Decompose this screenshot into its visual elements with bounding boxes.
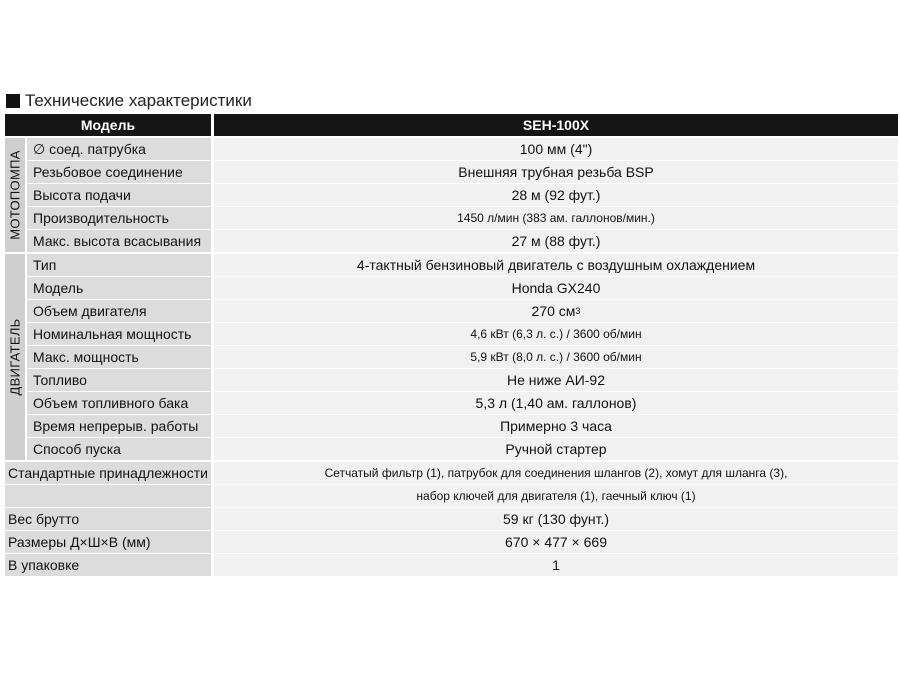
row-value (214, 300, 898, 322)
row-value: Ручной стартер (214, 438, 898, 460)
displacement-value: 270 см (531, 303, 576, 319)
group-label-pump (5, 138, 25, 252)
row-label: Производительность (27, 207, 211, 229)
accessories-label: Стандартные принадлежности (5, 462, 211, 484)
row-label: Вес брутто (5, 508, 211, 530)
row-value: Не ниже АИ-92 (214, 369, 898, 391)
row-value: 28 м (92 фут.) (214, 184, 898, 206)
row-label: Объем топливного бака (27, 392, 211, 414)
row-value: Примерно 3 часа (214, 415, 898, 437)
row-label: Размеры Д×Ш×В (мм) (5, 531, 211, 553)
section-title (6, 90, 252, 112)
accessories-line-2: набор ключей для двигателя (1), гаечный ключ (1) (214, 485, 898, 507)
displacement-superscript: 3 (575, 306, 581, 316)
row-value: 1450 л/мин (383 ам. галлонов/мин.) (214, 207, 898, 229)
row-value: 5,3 л (1,40 ам. галлонов) (214, 392, 898, 414)
row-label: В упаковке (5, 554, 211, 576)
row-label: Модель (27, 277, 211, 299)
row-label: Резьбовое соединение (27, 161, 211, 183)
row-label: Макс. высота всасывания (27, 230, 211, 252)
row-label: Время непрерыв. работы (27, 415, 211, 437)
row-value: 27 м (88 фут.) (214, 230, 898, 252)
group-label-engine (5, 254, 25, 460)
row-label: Тип (27, 254, 211, 276)
row-value: Внешняя трубная резьба BSP (214, 161, 898, 183)
header-model-value: SEH-100X (214, 114, 898, 136)
row-value: 4,6 кВт (6,3 л. с.) / 3600 об/мин (214, 323, 898, 345)
row-value: 1 (214, 554, 898, 576)
row-label: Высота подачи (27, 184, 211, 206)
group-label-engine-text: ДВИГАТЕЛЬ (7, 318, 23, 396)
table-header-row (5, 114, 898, 136)
row-value: 670 × 477 × 669 (214, 531, 898, 553)
row-value: 100 мм (4") (214, 138, 898, 160)
row-label: Объем двигателя (27, 300, 211, 322)
group-label-pump-text: МОТОПОМПА (7, 150, 23, 240)
row-label: Способ пуска (27, 438, 211, 460)
accessories-label-blank (5, 485, 211, 507)
row-value: 4-тактный бензиновый двигатель с воздушным охлаждением (214, 254, 898, 276)
accessories-line-1: Сетчатый фильтр (1), патрубок для соединения шлангов (2), хомут для шланга (3), (214, 462, 898, 484)
row-label: Топливо (27, 369, 211, 391)
row-label: Макс. мощность (27, 346, 211, 368)
row-value: Honda GX240 (214, 277, 898, 299)
row-label: Номинальная мощность (27, 323, 211, 345)
row-value: 59 кг (130 фунт.) (214, 508, 898, 530)
row-label: ∅ соед. патрубка (27, 138, 211, 160)
section-title-text: Технические характеристики (25, 91, 252, 110)
title-square-icon (6, 94, 20, 108)
header-model-label: Модель (5, 114, 211, 136)
row-value: 5,9 кВт (8,0 л. с.) / 3600 об/мин (214, 346, 898, 368)
